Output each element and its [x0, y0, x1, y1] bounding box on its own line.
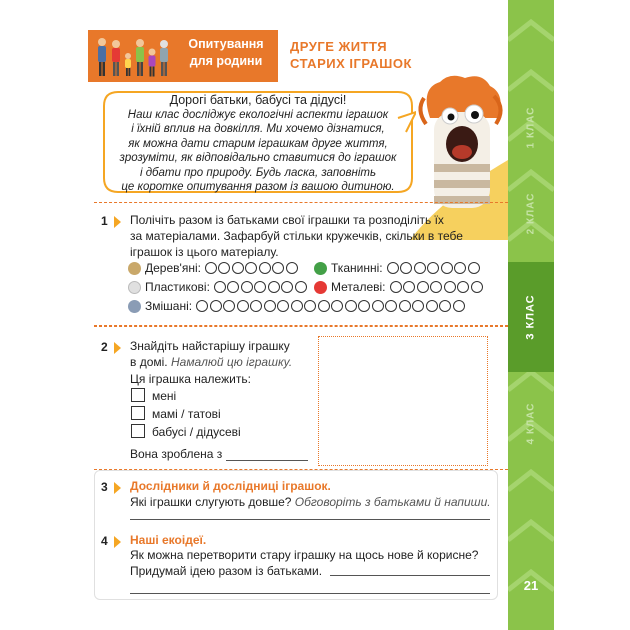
- material-row-wood: [128, 261, 299, 275]
- option-parents-label: мамі / татові: [152, 407, 221, 421]
- material-row-plastic: [128, 280, 308, 294]
- intro-line: Наш клас досліджує екологічні аспекти іграшок: [127, 109, 389, 121]
- arrow-right-icon: [114, 536, 121, 548]
- question-1-text-line3: іграшок із цього матеріалу.: [130, 245, 279, 259]
- made-of-label: Вона зроблена з: [130, 447, 223, 461]
- count-circles[interactable]: [205, 262, 300, 274]
- question-3-instruction: Обговоріть з батьками й напиши.: [294, 495, 491, 509]
- tab-class-4[interactable]: [508, 388, 554, 458]
- material-row-mixed: [128, 299, 466, 313]
- material-label: Змішані:: [145, 299, 193, 313]
- family-illustration-icon: [94, 34, 172, 78]
- count-circles[interactable]: [196, 300, 466, 312]
- question-2-text-line1: Знайдіть найстарішу іграшку: [130, 339, 290, 353]
- question-4-text-line2: Придумай ідею разом із батьками.: [130, 564, 323, 578]
- intro-text: [110, 92, 406, 194]
- question-2-text-a: в домі.: [130, 355, 168, 369]
- header-subtitle-line1: ДРУГЕ ЖИТТЯ: [290, 39, 388, 54]
- fabric-color-dot-icon: [314, 262, 327, 275]
- mixed-color-dot-icon: [128, 300, 141, 313]
- header-title: [176, 36, 276, 70]
- question-1-number: 1: [101, 214, 108, 228]
- material-label: Тканинні:: [331, 261, 383, 275]
- arrow-right-icon: [114, 216, 121, 228]
- material-label: Дерев'яні:: [145, 261, 201, 275]
- question-3-question: Які іграшки слугують довше?: [130, 495, 292, 509]
- question-1-text-line1: Полічіть разом із батьками свої іграшки та розподіліть їх: [130, 213, 444, 227]
- question-3-title: Дослідники й дослідниці іграшок.: [130, 479, 331, 493]
- question-2-text-line2: [130, 354, 292, 370]
- question-1-text-line2: за матеріалами. Зафарбуй стільки кружечків, скільки в тебе: [130, 229, 463, 243]
- question-3-answer-line[interactable]: [130, 519, 490, 520]
- arrow-right-icon: [114, 482, 121, 494]
- intro-line: зрозуміти, як відповідально ставитися до іграшок: [119, 152, 397, 165]
- tab-class-3[interactable]: [508, 262, 554, 372]
- tab-class-3-label: 3 КЛАС: [524, 294, 537, 340]
- count-circles[interactable]: [387, 262, 482, 274]
- count-circles[interactable]: [390, 281, 485, 293]
- question-4-title: Наші екоідеї.: [130, 533, 207, 547]
- checkbox-me[interactable]: [131, 388, 145, 402]
- made-of-answer-line[interactable]: [226, 460, 308, 461]
- tab-class-1[interactable]: [508, 92, 554, 162]
- material-row-metal: [314, 280, 484, 294]
- question-4-answer-line-1[interactable]: [330, 575, 490, 576]
- header-subtitle-line2: СТАРИХ ІГРАШОК: [290, 56, 412, 71]
- question-4-answer-line-2[interactable]: [130, 593, 490, 594]
- tab-class-2[interactable]: [508, 178, 554, 248]
- intro-line: і дбати про природу. Будь ласка, заповніть: [139, 166, 377, 179]
- intro-line: і їхній вплив на довкілля. Ми хочемо дізнатися,: [131, 123, 385, 136]
- header-subtitle: [290, 38, 430, 72]
- plastic-color-dot-icon: [128, 281, 141, 294]
- metal-color-dot-icon: [314, 281, 327, 294]
- header-title-line2: для родини: [189, 54, 263, 68]
- material-label: Пластикові:: [145, 280, 210, 294]
- wood-color-dot-icon: [128, 262, 141, 275]
- question-3-text: [130, 494, 491, 510]
- question-2-instruction: Намалюй цю іграшку.: [170, 355, 293, 369]
- checkbox-grandparents[interactable]: [131, 424, 145, 438]
- question-4-number: 4: [101, 534, 108, 548]
- checkbox-parents[interactable]: [131, 406, 145, 420]
- option-me-label: мені: [152, 389, 177, 403]
- tab-class-4-label: 4 КЛАС: [525, 402, 537, 444]
- header-title-line1: Опитування: [188, 37, 264, 51]
- drawing-area[interactable]: [318, 336, 488, 466]
- belongs-label: Ця іграшка належить:: [130, 372, 251, 386]
- count-circles[interactable]: [214, 281, 309, 293]
- sock-puppet-icon: [410, 68, 508, 208]
- tab-class-1-label: 1 КЛАС: [525, 106, 537, 148]
- question-4-text-line1: Як можна перетворити стару іграшку на щось нове й корисне?: [130, 548, 479, 562]
- material-label: Металеві:: [331, 280, 386, 294]
- tab-class-2-label: 2 КЛАС: [525, 192, 537, 234]
- page-number: 21: [523, 578, 539, 593]
- question-3-number: 3: [101, 480, 108, 494]
- material-row-fabric: [314, 261, 481, 275]
- intro-line: як можна дати старим іграшкам друге життя,: [128, 137, 388, 150]
- option-grandparents-label: бабусі / дідусеві: [152, 425, 241, 439]
- intro-line: це коротке опитування разом із вашою дитиною.: [121, 181, 395, 194]
- question-2-number: 2: [101, 340, 108, 354]
- intro-greeting: Дорогі батьки, бабусі та дідусі!: [169, 93, 347, 107]
- arrow-right-icon: [114, 342, 121, 354]
